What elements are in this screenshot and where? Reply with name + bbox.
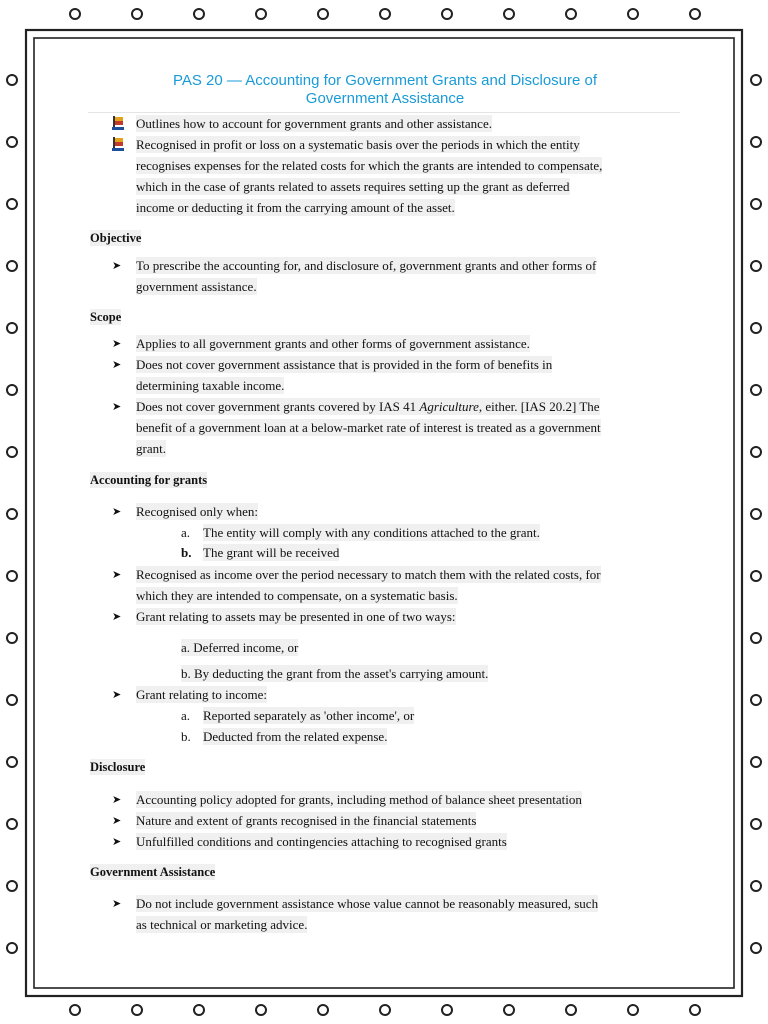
asset-way-item: a. Deferred income, or	[181, 640, 299, 655]
arrow-bullet-icon: ➤	[112, 358, 122, 371]
document-title: PAS 20 — Accounting for Government Grants and Disclosure of Government Assistance	[172, 72, 598, 107]
scope-item: Does not cover government assistance that is provided in the form of benefits in	[136, 357, 553, 372]
arrow-bullet-icon: ➤	[112, 835, 122, 848]
section-heading-disclosure: Disclosure	[90, 760, 146, 774]
condition-item: The grant will be received	[203, 545, 340, 560]
arrow-bullet-icon: ➤	[112, 505, 122, 518]
arrow-bullet-icon: ➤	[112, 897, 122, 910]
flag-bullet-icon	[112, 137, 124, 151]
disclosure-item: Nature and extent of grants recognised in the financial statements	[136, 813, 477, 828]
intro-item: Outlines how to account for government grants and other assistance.	[136, 116, 492, 131]
condition-item: The entity will comply with any conditions attached to the grant.	[203, 525, 540, 540]
arrow-bullet-icon: ➤	[112, 688, 122, 701]
arrow-bullet-icon: ➤	[112, 400, 122, 413]
objective-item: To prescribe the accounting for, and disclosure of, government grants and other forms of	[136, 258, 597, 273]
flag-bullet-icon	[112, 116, 124, 130]
section-heading-objective: Objective	[90, 231, 142, 245]
section-heading-government-assistance: Government Assistance	[90, 865, 216, 879]
arrow-bullet-icon: ➤	[112, 793, 122, 806]
arrow-bullet-icon: ➤	[112, 337, 122, 350]
arrow-bullet-icon: ➤	[112, 568, 122, 581]
scope-item: Does not cover government grants covered by IAS 41 Agriculture, either. [IAS 20.2] The	[136, 399, 600, 414]
accounting-item: Grant relating to income:	[136, 687, 268, 702]
document-page: PAS 20 — Accounting for Government Grants and Disclosure of Government Assistance Outlines how to account for government grants and other assistance. Recognised in profit or loss on a systematic basis over the periods in which the entity recognises expenses for the related costs for which the grants are intended to compensate, which in the case of grants related to assets requires setting up the grant as deferred income or deducting it from the carrying amount of the asset. Objective ➤ To prescribe the accounting for, and disclosure of, government grants and other forms of government assistance. Scope ➤ Applies to all government grants and other forms of government assistance. ➤ Does not cover government assistance that is provided in the form of benefits in determining taxable income. ➤ Does not cover government grants covered by IAS 41 Agriculture, either. [IAS 20.2] The benefit of a government loan at a below-market rate of interest is treated as a government grant. Accounting for grants ➤ Recognised only when: a. The entity will comply with any conditions attached to the grant. b. The grant will be received ➤ Recognised as income over the period necessary to match them with the related costs, for which they are intended to compensate, on a systematic basis. ➤ Grant relating to assets may be presented in one of two ways: a. Deferred income, or b. By deducting the grant from the asset's carrying amount. ➤ Grant relating to income: a. Reported separately as 'other income', or b. Deducted from the related expense. Disclosure ➤ Accounting policy adopted for grants, including method of balance sheet presentation ➤ Nature and extent of grants recognised in the financial statements ➤ Unfulfilled conditions and contingencies attaching to recognised grants Government Assistance ➤ Do not include government assistance whose value cannot be reasonably measured, such as technical or marketing advice.	[0, 0, 768, 1024]
government-assistance-item: Do not include government assistance whose value cannot be reasonably measured, such	[136, 896, 599, 911]
disclosure-item: Accounting policy adopted for grants, including method of balance sheet presentation	[136, 792, 582, 807]
intro-item: Recognised in profit or loss on a systematic basis over the periods in which the entity	[136, 137, 580, 152]
arrow-bullet-icon: ➤	[112, 814, 122, 827]
disclosure-item: Unfulfilled conditions and contingencies attaching to recognised grants	[136, 834, 507, 849]
arrow-bullet-icon: ➤	[112, 610, 122, 623]
accounting-item: Grant relating to assets may be presented in one of two ways:	[136, 609, 456, 624]
scope-item: Applies to all government grants and other forms of government assistance.	[136, 336, 530, 351]
income-way-item: Deducted from the related expense.	[203, 729, 388, 744]
section-heading-accounting: Accounting for grants	[90, 473, 208, 487]
asset-way-item: b. By deducting the grant from the asset's carrying amount.	[181, 666, 489, 681]
income-way-item: Reported separately as 'other income', or	[203, 708, 415, 723]
accounting-item: Recognised as income over the period necessary to match them with the related costs, for	[136, 567, 601, 582]
title-divider	[88, 112, 680, 113]
section-heading-scope: Scope	[90, 310, 122, 324]
arrow-bullet-icon: ➤	[112, 259, 122, 272]
accounting-item: Recognised only when:	[136, 504, 259, 519]
